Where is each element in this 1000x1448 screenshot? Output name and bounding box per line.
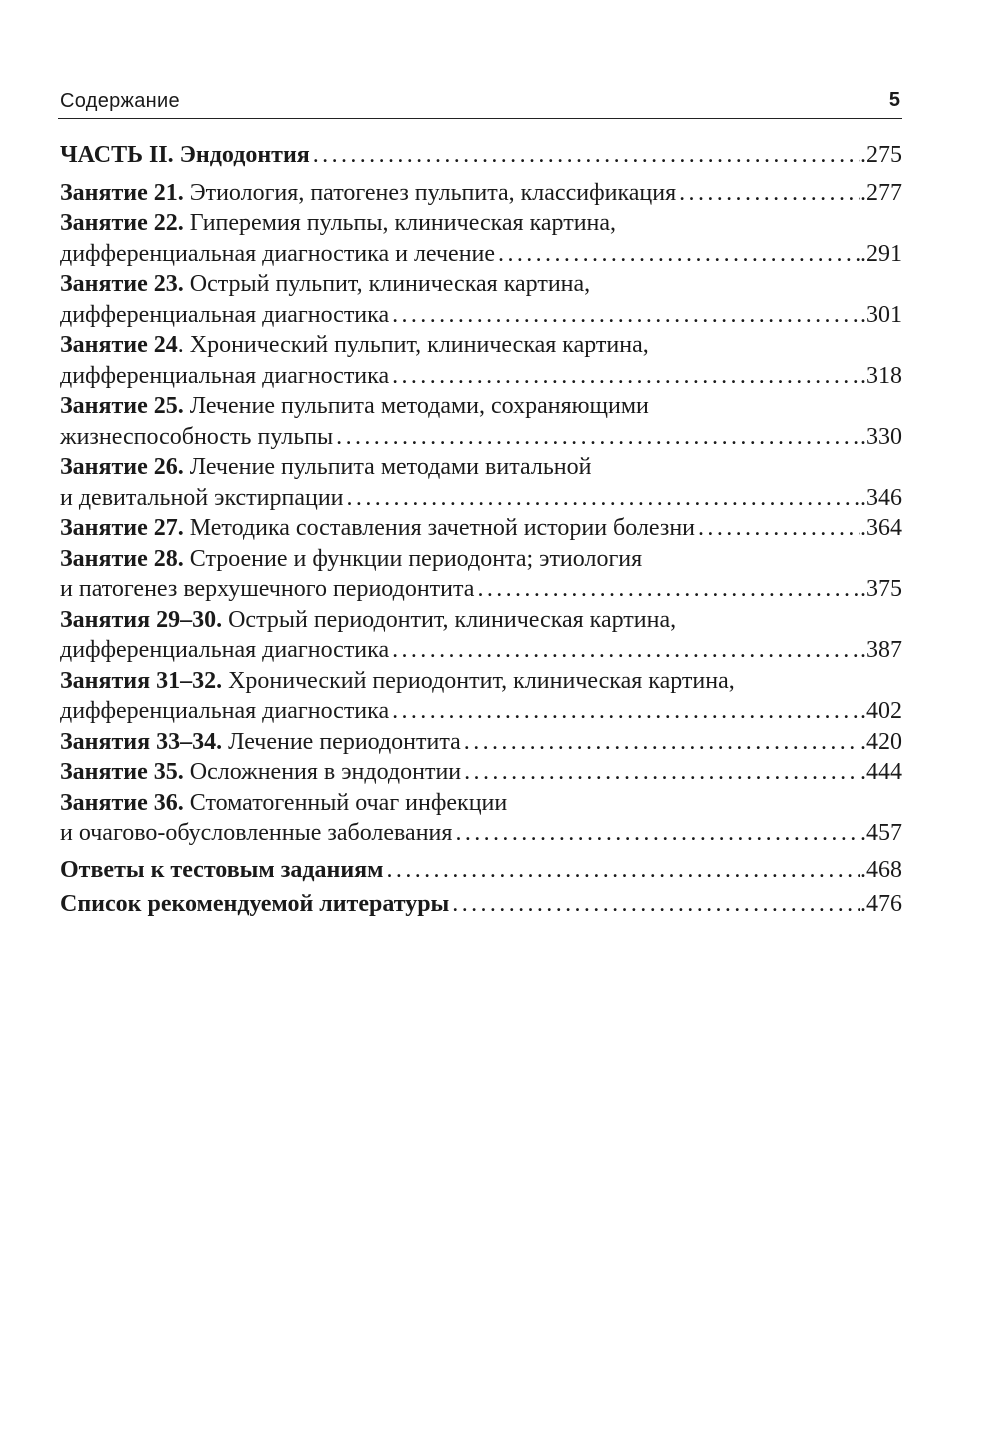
page-number: .375 [860, 576, 902, 602]
lesson-title-line1: Гиперемия пульпы, клиническая картина, [189, 210, 617, 236]
lesson-label: Занятие 26. [60, 454, 184, 480]
lesson-title-line1: Стоматогенный очаг инфекции [189, 789, 508, 816]
lesson-label: Занятие 24 [60, 332, 178, 358]
toc-entry-lessons-29-30[interactable] [60, 605, 902, 666]
lesson-title: Этиология, патогенез пульпита, классификация [189, 179, 677, 206]
page-number: .402 [860, 698, 902, 724]
leader-dots [695, 513, 860, 544]
page-number: .330 [860, 423, 902, 450]
leader-dots [452, 818, 860, 849]
toc-entry-lesson-24[interactable] [60, 330, 902, 391]
leader-dots [474, 574, 860, 605]
lesson-title: Осложнения в эндодонтии [189, 759, 462, 785]
leader-dots [676, 178, 860, 209]
lesson-label: Занятие 28. [60, 545, 184, 572]
lesson-title-line1: Хронический периодонтит, клиническая картина, [228, 667, 735, 694]
lesson-label: Занятие 21. [60, 179, 184, 206]
lesson-label: Занятия 31–32. [60, 667, 223, 694]
lesson-title: Методика составления зачетной истории болезни [189, 515, 696, 541]
lesson-label: Занятия 29–30. [60, 606, 223, 633]
toc-entry-lesson-35[interactable] [60, 757, 902, 788]
leader-dots [389, 696, 860, 727]
lesson-label: Занятие 25. [60, 393, 184, 419]
page-number: .420 [860, 728, 902, 755]
page-number: .291 [860, 240, 902, 267]
leader-dots [344, 483, 860, 514]
toc-entry-lesson-21[interactable] [60, 178, 902, 209]
leader-dots [389, 361, 860, 392]
toc-entry-literature[interactable] [60, 889, 902, 920]
lesson-label: Занятие 22. [60, 210, 184, 236]
toc-entry-lesson-36[interactable] [60, 788, 902, 849]
page-header [58, 86, 902, 119]
page-number: .457 [860, 820, 902, 846]
toc-entry-lessons-31-32[interactable] [60, 666, 902, 727]
lesson-title-line2: дифференциальная диагностика [60, 698, 390, 724]
toc-entry-lesson-23[interactable] [60, 269, 902, 330]
toc-entry-lesson-26[interactable] [60, 452, 902, 513]
toc-entry-lessons-33-34[interactable] [60, 727, 902, 758]
lesson-title-line2: и очагово-обусловленные заболевания [60, 820, 453, 846]
lesson-title-line1: Острый пульпит, клиническая картина, [189, 271, 591, 297]
toc-entry-answers[interactable] [60, 855, 902, 886]
lesson-title-line1: Строение и функции периодонта; этиология [189, 545, 643, 572]
lesson-label: Занятие 23. [60, 271, 184, 297]
toc-entry-lesson-25[interactable] [60, 391, 902, 452]
page-number: .275 [860, 142, 902, 168]
page-number: .387 [860, 637, 902, 663]
page-number: .476 [860, 891, 902, 917]
literature-title: Список рекомендуемой литературы [60, 891, 450, 917]
toc-entry-part-2[interactable] [60, 140, 902, 171]
part-title: ЧАСТЬ II. Эндодонтия [60, 142, 310, 168]
leader-dots [389, 635, 860, 666]
lesson-title-line1: . Хронический пульпит, клиническая картина, [177, 332, 649, 358]
lesson-label: Занятие 27. [60, 515, 184, 541]
lesson-title-line2: и девитальной экстирпации [60, 484, 344, 511]
lesson-title-line1: Лечение пульпита методами, сохраняющими [189, 393, 649, 419]
lesson-title-line2: жизнеспособность пульпы [60, 423, 334, 450]
lesson-label: Занятие 35. [60, 759, 184, 785]
lesson-label: Занятия 33–34. [60, 728, 223, 755]
header-title: Содержание [60, 90, 180, 112]
leader-dots [495, 239, 860, 270]
page-number: .277 [860, 179, 902, 206]
leader-dots [333, 422, 860, 453]
lesson-title-line2: дифференциальная диагностика [60, 362, 390, 389]
lesson-title: Лечение периодонтита [228, 728, 461, 755]
lesson-title-line1: Лечение пульпита методами витальной [189, 454, 592, 480]
toc-entry-lesson-27[interactable] [60, 513, 902, 544]
leader-dots [389, 300, 860, 331]
page-number: .301 [860, 301, 902, 328]
leader-dots [461, 757, 860, 788]
answers-title: Ответы к тестовым заданиям [60, 856, 384, 883]
leader-dots [384, 855, 860, 886]
leader-dots [310, 140, 860, 171]
page-number: .444 [860, 759, 902, 785]
header-page-number: 5 [888, 89, 900, 111]
lesson-title-line2: и патогенез верхушечного периодонтита [60, 576, 475, 602]
page-number: .346 [860, 484, 902, 511]
page-number: .468 [860, 856, 902, 883]
lesson-title-line2: дифференциальная диагностика [60, 301, 390, 328]
leader-dots [449, 889, 860, 920]
page-number: .318 [860, 362, 902, 389]
toc-entry-lesson-22[interactable] [60, 208, 902, 269]
table-of-contents [60, 140, 902, 920]
page-number: .364 [860, 515, 902, 541]
toc-entry-lesson-28[interactable] [60, 544, 902, 605]
lesson-title-line2: дифференциальная диагностика и лечение [60, 240, 496, 267]
leader-dots [461, 727, 860, 758]
lesson-label: Занятие 36. [60, 789, 184, 816]
lesson-title-line1: Острый периодонтит, клиническая картина, [228, 606, 677, 633]
lesson-title-line2: дифференциальная диагностика [60, 637, 390, 663]
